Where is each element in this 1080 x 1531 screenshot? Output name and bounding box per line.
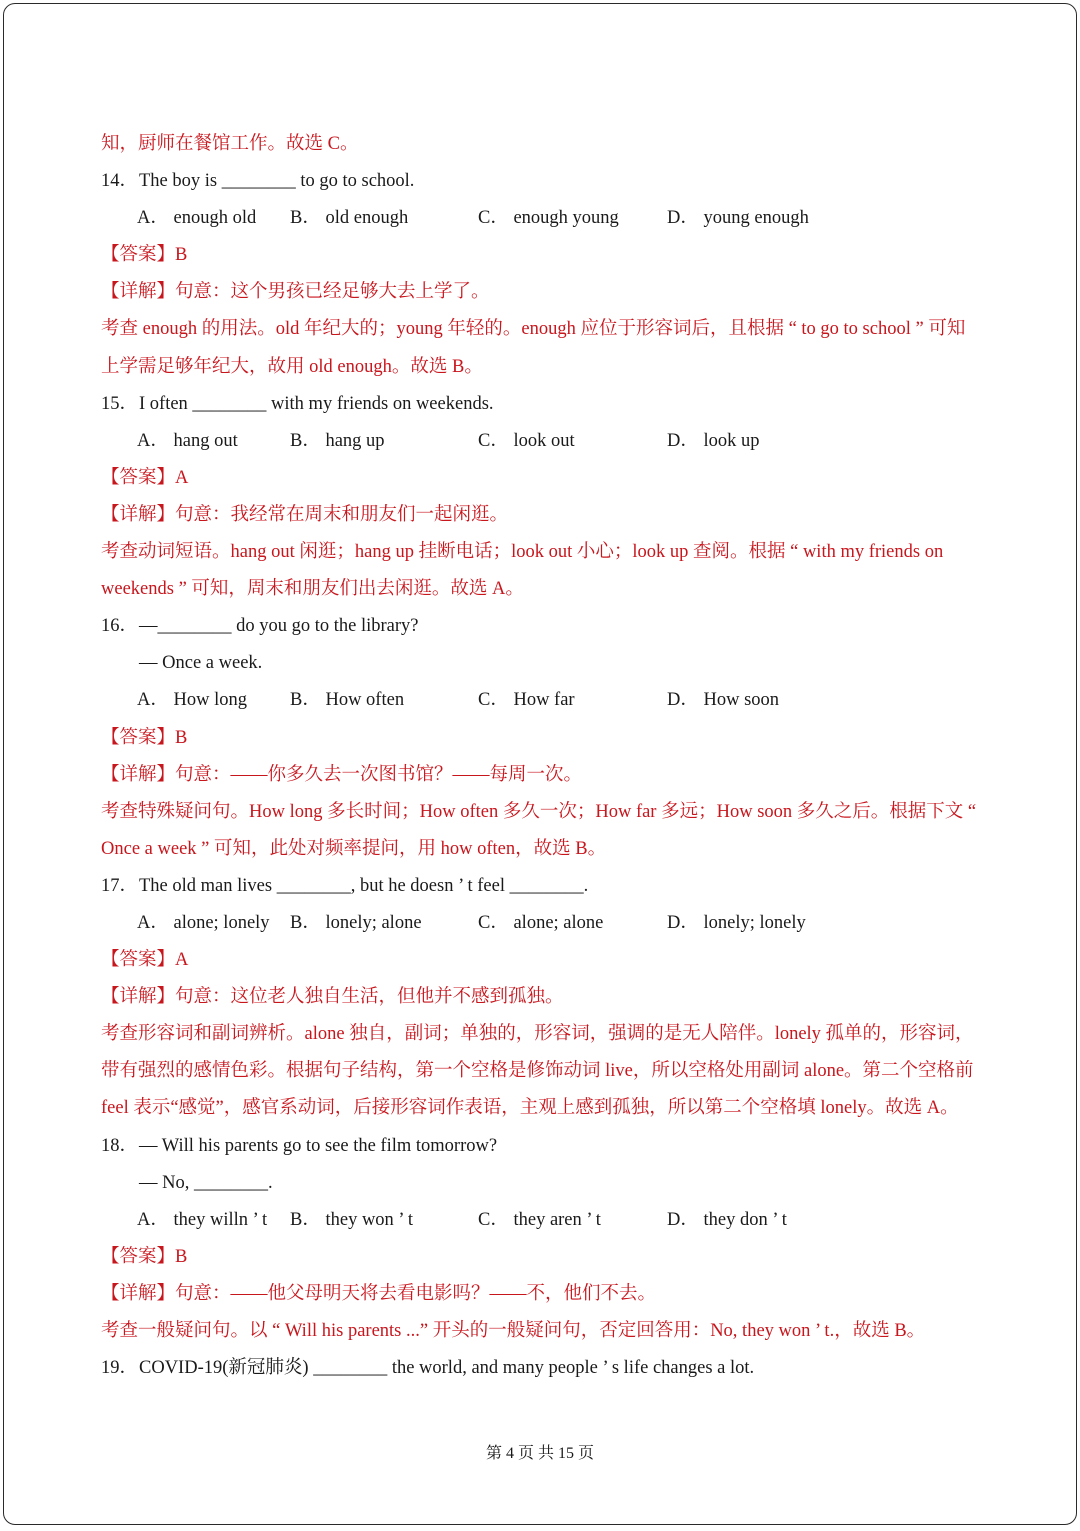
option-b: B． hang up [290, 430, 385, 451]
question-18-reply: — No, ________. [139, 1172, 273, 1193]
option-c: C． they aren ’ t [478, 1209, 601, 1230]
question-number: 19． [101, 1358, 139, 1379]
question-number: 14． [101, 171, 139, 192]
answer-line: 【答案】A [101, 950, 189, 971]
option-c: C． How far [478, 690, 575, 711]
option-b: B． they won ’ t [290, 1209, 413, 1230]
option-a: A． enough old [137, 208, 257, 229]
option-d: D． lonely; lonely [667, 912, 806, 933]
option-d: D． they don ’ t [667, 1209, 787, 1230]
explanation-line: 考查 enough 的用法。old 年纪大的；young 年轻的。enough 应位于形容词后，且根据 “ to go to school ” 可知 [101, 319, 966, 340]
option-a: A． they willn ’ t [137, 1209, 268, 1230]
option-a: A． hang out [137, 430, 238, 451]
question-number: 17． [101, 875, 139, 896]
answer-line: 【答案】B [101, 1246, 188, 1267]
document-page [3, 3, 1077, 1525]
explanation-line: 考查动词短语。hang out 闲逛；hang up 挂断电话；look out 小心；look up 查阅。根据 “ with my friends on [101, 542, 944, 563]
question-16-options [101, 682, 1001, 719]
option-d: D． look up [667, 430, 760, 451]
explanation-line: 【详解】句意：我经常在周末和朋友们一起闲逛。 [101, 504, 509, 525]
answer-line: 【答案】B [101, 245, 188, 266]
option-b: B． lonely; alone [290, 912, 422, 933]
question-14-options [101, 200, 1001, 237]
explanation-line: 考查形容词和副词辨析。alone 独自，副词；单独的，形容词，强调的是无人陪伴。lonely 孤单的，形容词， [101, 1024, 974, 1045]
question-18 [101, 1128, 1001, 1165]
question-15 [101, 386, 1001, 423]
question-number: 18． [101, 1135, 139, 1156]
explanation-line: 【详解】句意：这位老人独自生活，但他并不感到孤独。 [101, 987, 564, 1008]
option-d: D． young enough [667, 208, 809, 229]
question-17-options [101, 905, 1001, 942]
option-b: B． How often [290, 690, 405, 711]
question-text: —________ do you go to the library? [139, 616, 419, 637]
option-c: C． enough young [478, 208, 619, 229]
option-c: C． alone; alone [478, 912, 604, 933]
option-a: A． alone; lonely [137, 912, 270, 933]
option-c: C． look out [478, 430, 575, 451]
option-b: B． old enough [290, 208, 409, 229]
question-14 [101, 163, 1001, 200]
option-a: A． How long [137, 690, 247, 711]
option-d: D． How soon [667, 690, 780, 711]
explanation-line: 【详解】句意：——你多久去一次图书馆？——每周一次。 [101, 764, 583, 785]
question-text: The old man lives ________, but he doesn ’ t feel ________. [139, 875, 589, 896]
page-content [101, 126, 1001, 1387]
answer-line: 【答案】B [101, 727, 188, 748]
question-number: 15． [101, 393, 139, 414]
explanation-line: 考查一般疑问句。以 “ Will his parents ...” 开头的一般疑问句，否定回答用：No, they won ’ t.，故选 B。 [101, 1321, 926, 1341]
explanation-line: feel 表示“感觉”，感官系动词，后接形容词作表语，主观上感到孤独，所以第二个空格填 lonely。故选 A。 [101, 1098, 959, 1119]
question-16 [101, 608, 1001, 645]
explanation-line: Once a week ” 可知，此处对频率提问，用 how often，故选 B。 [101, 838, 607, 859]
explanation-line: 【详解】句意：这个男孩已经足够大去上学了。 [101, 282, 490, 303]
page-footer: 第 4 页 共 15 页 [485, 1445, 594, 1462]
question-15-options [101, 423, 1001, 460]
question-16-reply: — Once a week. [139, 653, 263, 674]
explanation-line: 【详解】句意：——他父母明天将去看电影吗？——不，他们不去。 [101, 1283, 657, 1304]
question-text: I often ________ with my friends on weekends. [139, 393, 494, 414]
explanation-line: 知，厨师在餐馆工作。故选 C。 [101, 134, 359, 154]
explanation-line: 带有强烈的感情色彩。根据句子结构，第一个空格是修饰动词 live，所以空格处用副词 alone。第二个空格前 [101, 1061, 974, 1082]
answer-line: 【答案】A [101, 467, 189, 488]
explanation-line: 考查特殊疑问句。How long 多长时间；How often 多久一次；How far 多远；How soon 多久之后。根据下文 “ [101, 801, 977, 822]
question-text: The boy is ________ to go to school. [139, 171, 415, 192]
question-19 [101, 1350, 1001, 1387]
question-18-options [101, 1202, 1001, 1239]
explanation-line: 上学需足够年纪大，故用 old enough。故选 B。 [101, 356, 483, 377]
question-text: — Will his parents go to see the film tomorrow? [139, 1135, 498, 1156]
question-17 [101, 868, 1001, 905]
question-number: 16． [101, 616, 139, 637]
question-text: COVID-19(新冠肺炎) ________ the world, and many people ’ s life changes a lot. [139, 1358, 755, 1379]
explanation-line: weekends ” 可知，周末和朋友们出去闲逛。故选 A。 [101, 579, 524, 600]
